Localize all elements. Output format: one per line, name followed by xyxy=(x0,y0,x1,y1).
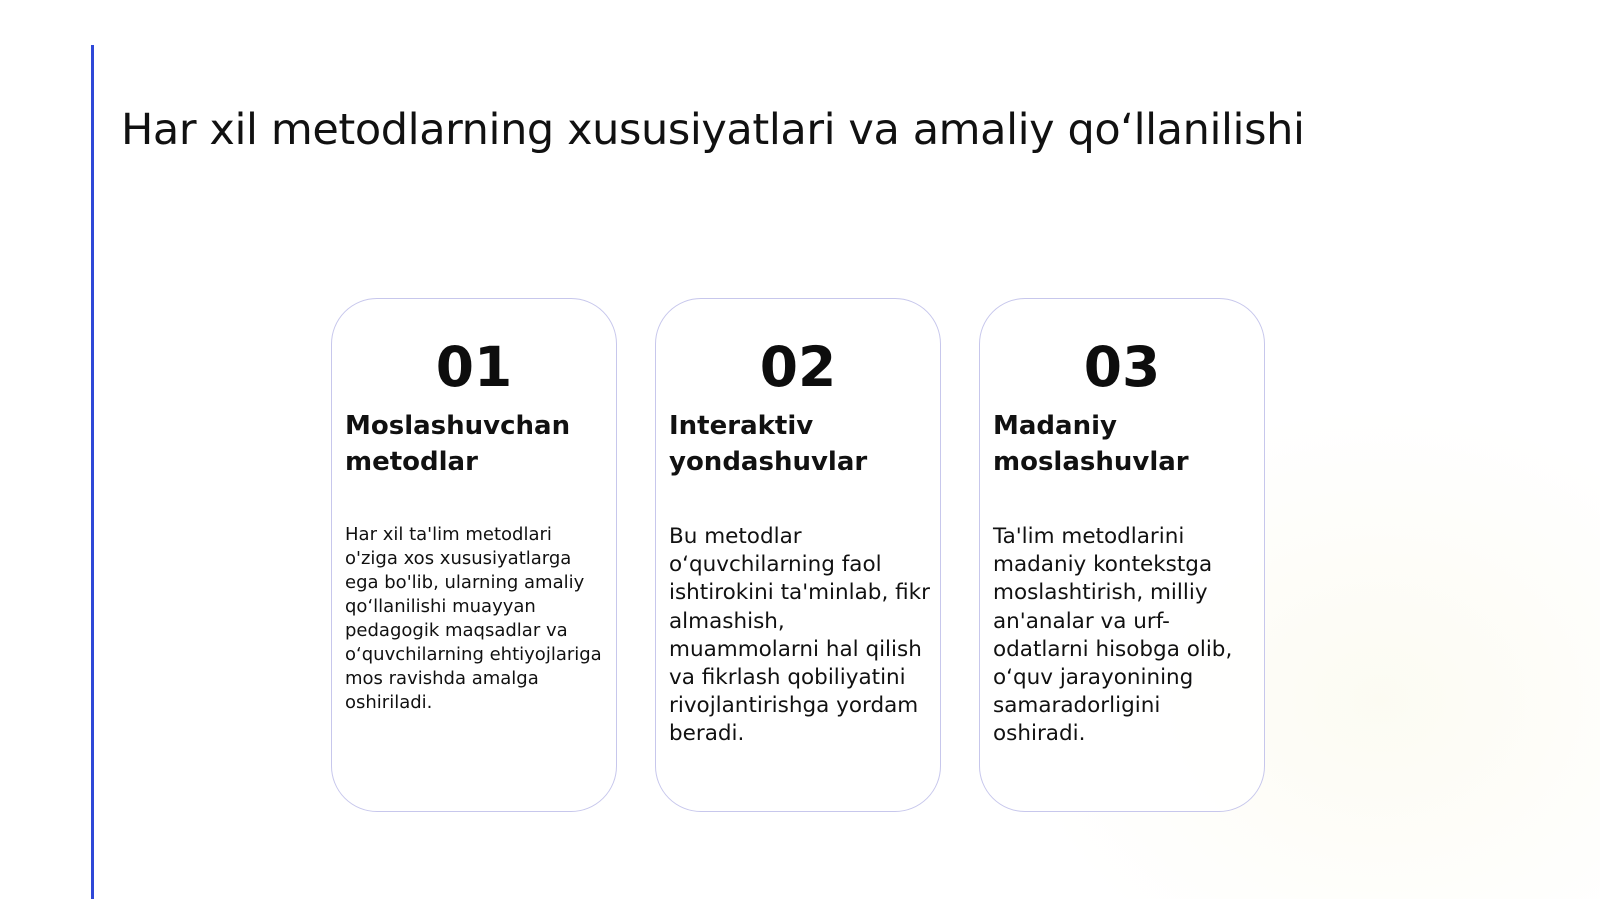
card-number: 01 xyxy=(435,335,513,399)
card-cultural-adaptations xyxy=(979,298,1265,812)
accent-bar xyxy=(91,45,94,899)
card-adaptive-methods xyxy=(331,298,617,812)
slide-title: Har xil metodlarning xususiyatlari va amaliy qo‘llanilishi xyxy=(121,105,1305,155)
card-heading: Madaniy moslashuvlar xyxy=(993,411,1189,477)
card-heading: Moslashuvchan metodlar xyxy=(345,411,571,477)
card-heading: Interaktiv yondashuvlar xyxy=(669,411,868,477)
card-text: Bu metodlar o‘quvchilarning faol ishtirokini ta'minlab, fikr almashish, muammolarni hal qilish va fikrlash qobiliyatini rivojlantirishga yordam beradi. xyxy=(669,524,930,747)
card-text: Ta'lim metodlarini madaniy kontekstga moslashtirish, milliy an'analar va urf-odatlarni hisobga olib, o‘quv jarayonining samaradorligini oshiradi. xyxy=(993,524,1233,747)
card-interactive-approaches xyxy=(655,298,941,812)
card-text: Har xil ta'lim metodlari o'ziga xos xususiyatlarga ega bo'lib, ularning amaliy qo‘llanilishi muayyan pedagogik maqsadlar va o‘quvchilarning ehtiyojlariga mos ravishda amalga oshiriladi. xyxy=(345,524,602,713)
card-number: 03 xyxy=(1083,335,1161,399)
card-number: 02 xyxy=(759,335,837,399)
